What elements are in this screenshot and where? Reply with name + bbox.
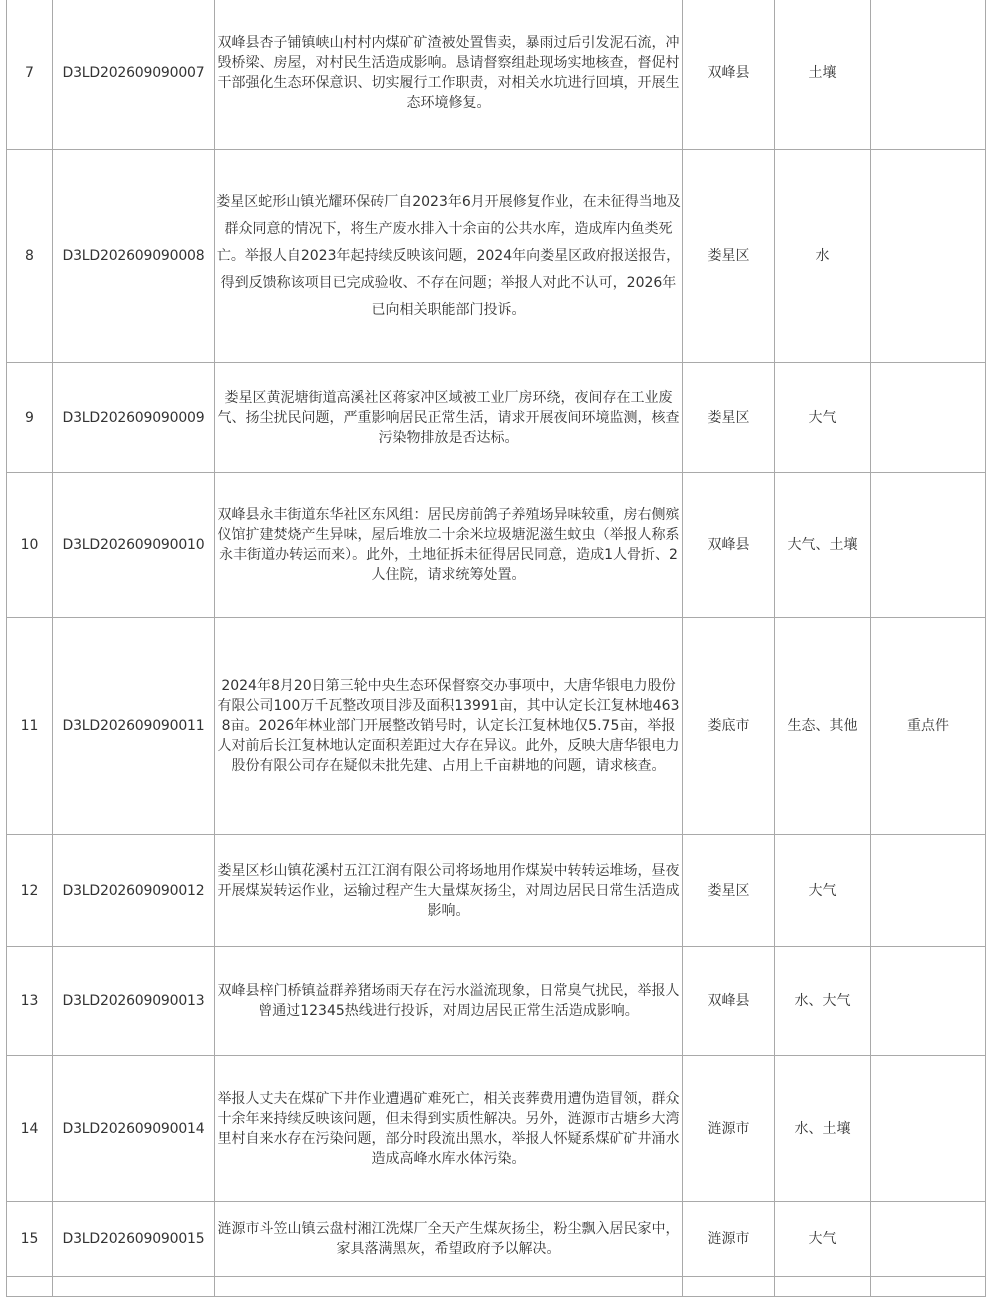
row-number: 15 bbox=[7, 1202, 53, 1277]
case-code: D3LD202609090014 bbox=[53, 1056, 215, 1202]
case-category: 水 bbox=[775, 150, 871, 363]
case-description: 双峰县永丰街道东华社区东风组：居民房前鸽子养殖场异味较重，房右侧殡仪馆扩建焚烧产生异味，屋后堆放二十余米垃圾塘泥滋生蚊虫（举报人称系永丰街道办转运而来）。此外，土地征拆未征得居民同意，造成1人骨折、2人住院，请求统筹处置。 bbox=[215, 473, 683, 618]
case-description: 涟源市斗笠山镇云盘村湘江洗煤厂全天产生煤灰扬尘，粉尘飘入居民家中，家具落满黑灰，希望政府予以解决。 bbox=[215, 1202, 683, 1277]
row-number: 12 bbox=[7, 835, 53, 947]
case-category: 大气、土壤 bbox=[775, 473, 871, 618]
case-remark bbox=[871, 1277, 986, 1297]
case-code: D3LD202609090015 bbox=[53, 1202, 215, 1277]
case-region bbox=[683, 1277, 775, 1297]
case-remark bbox=[871, 473, 986, 618]
case-remark bbox=[871, 0, 986, 150]
case-category: 大气 bbox=[775, 835, 871, 947]
table-row bbox=[7, 618, 986, 835]
case-code: D3LD202609090008 bbox=[53, 150, 215, 363]
table-row bbox=[7, 150, 986, 363]
case-region: 娄底市 bbox=[683, 618, 775, 835]
case-description: 娄星区黄泥塘街道高溪社区蒋家冲区域被工业厂房环绕，夜间存在工业废气、扬尘扰民问题，严重影响居民正常生活，请求开展夜间环境监测，核查污染物排放是否达标。 bbox=[215, 363, 683, 473]
case-remark bbox=[871, 1056, 986, 1202]
row-number: 7 bbox=[7, 0, 53, 150]
table-row bbox=[7, 0, 986, 150]
case-category: 大气 bbox=[775, 1202, 871, 1277]
case-code bbox=[53, 1277, 215, 1297]
row-number bbox=[7, 1277, 53, 1297]
table-row bbox=[7, 947, 986, 1056]
row-number: 13 bbox=[7, 947, 53, 1056]
table-row bbox=[7, 835, 986, 947]
case-description: 娄星区杉山镇花溪村五江江润有限公司将场地用作煤炭中转转运堆场，昼夜开展煤炭转运作业，运输过程产生大量煤灰扬尘，对周边居民日常生活造成影响。 bbox=[215, 835, 683, 947]
case-remark bbox=[871, 835, 986, 947]
case-code: D3LD202609090013 bbox=[53, 947, 215, 1056]
case-remark bbox=[871, 1202, 986, 1277]
case-remark bbox=[871, 150, 986, 363]
row-number: 11 bbox=[7, 618, 53, 835]
case-code: D3LD202609090010 bbox=[53, 473, 215, 618]
case-code: D3LD202609090011 bbox=[53, 618, 215, 835]
case-code: D3LD202609090007 bbox=[53, 0, 215, 150]
table-row bbox=[7, 1202, 986, 1277]
case-region: 涟源市 bbox=[683, 1202, 775, 1277]
row-number: 9 bbox=[7, 363, 53, 473]
case-code: D3LD202609090009 bbox=[53, 363, 215, 473]
complaints-table bbox=[6, 0, 986, 1297]
row-number: 10 bbox=[7, 473, 53, 618]
case-category: 土壤 bbox=[775, 0, 871, 150]
case-description bbox=[215, 1277, 683, 1297]
case-region: 娄星区 bbox=[683, 835, 775, 947]
case-description: 娄星区蛇形山镇光耀环保砖厂自2023年6月开展修复作业，在未征得当地及群众同意的情况下，将生产废水排入十余亩的公共水库，造成库内鱼类死亡。举报人自2023年起持续反映该问题，2024年向娄星区政府报送报告，得到反馈称该项目已完成验收、不存在问题；举报人对此不认可，2026年已向相关职能部门投诉。 bbox=[215, 150, 683, 363]
case-region: 双峰县 bbox=[683, 0, 775, 150]
case-description: 双峰县梓门桥镇益群养猪场雨天存在污水溢流现象，日常臭气扰民，举报人曾通过12345热线进行投诉，对周边居民正常生活造成影响。 bbox=[215, 947, 683, 1056]
case-region: 双峰县 bbox=[683, 947, 775, 1056]
case-code: D3LD202609090012 bbox=[53, 835, 215, 947]
case-region: 双峰县 bbox=[683, 473, 775, 618]
case-remark bbox=[871, 363, 986, 473]
case-description: 举报人丈夫在煤矿下井作业遭遇矿难死亡，相关丧葬费用遭伪造冒领，群众十余年来持续反映该问题，但未得到实质性解决。另外，涟源市古塘乡大湾里村自来水存在污染问题，部分时段流出黑水，举报人怀疑系煤矿矿井涌水造成高峰水库水体污染。 bbox=[215, 1056, 683, 1202]
table-row bbox=[7, 473, 986, 618]
case-category: 水、土壤 bbox=[775, 1056, 871, 1202]
case-category bbox=[775, 1277, 871, 1297]
case-remark: 重点件 bbox=[871, 618, 986, 835]
case-description: 双峰县杏子铺镇峡山村村内煤矿矿渣被处置售卖，暴雨过后引发泥石流，冲毁桥梁、房屋，对村民生活造成影响。恳请督察组赴现场实地核查，督促村干部强化生态环保意识、切实履行工作职责，对相关水坑进行回填，开展生态环境修复。 bbox=[215, 0, 683, 150]
case-region: 娄星区 bbox=[683, 150, 775, 363]
row-number: 8 bbox=[7, 150, 53, 363]
table-row bbox=[7, 1277, 986, 1297]
case-description: 2024年8月20日第三轮中央生态环保督察交办事项中，大唐华银电力股份有限公司100万千瓦整改项目涉及面积13991亩，其中认定长江复林地4638亩。2026年林业部门开展整改销号时，认定长江复林地仅5.75亩，举报人对前后长江复林地认定面积差距过大存在异议。此外，反映大唐华银电力股份有限公司存在疑似未批先建、占用上千亩耕地的问题，请求核查。 bbox=[215, 618, 683, 835]
table-row bbox=[7, 1056, 986, 1202]
case-category: 生态、其他 bbox=[775, 618, 871, 835]
case-region: 涟源市 bbox=[683, 1056, 775, 1202]
case-category: 大气 bbox=[775, 363, 871, 473]
case-category: 水、大气 bbox=[775, 947, 871, 1056]
case-remark bbox=[871, 947, 986, 1056]
table-row bbox=[7, 363, 986, 473]
case-region: 娄星区 bbox=[683, 363, 775, 473]
row-number: 14 bbox=[7, 1056, 53, 1202]
